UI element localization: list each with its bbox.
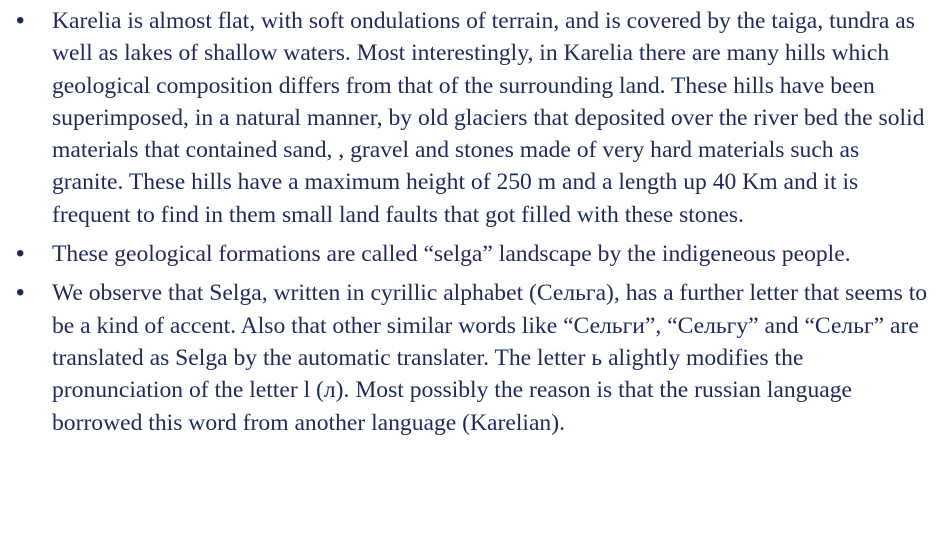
bullet-list [14, 5, 929, 439]
bullet-dot-icon: • [16, 7, 25, 34]
bullet-text: Karelia is almost flat, with soft ondulations of terrain, and is covered by the taiga, tundra as well as lakes of shallow waters. Most interestingly, in Karelia there are many hills which geological composition differs from that of the surrounding land. These hills have been superimposed, in a natural manner, by old glaciers that deposited over the river bed the solid materials that contained sand, , gravel and stones made of very hard materials such as granite. These hills have a maximum height of 250 m and a length up 40 Km and it is frequent to find in them small land faults that got filled with these stones. [52, 8, 925, 228]
bullet-text: We observe that Selga, written in cyrillic alphabet (Сельга), has a further letter that seems to be a kind of accent. Also that other similar words like “Сельги”, “Сельгу” and “Сельг” are translated as Selga by the automatic translater. The letter ь alightly modifies the pronunciation of the letter l (л). Most possibly the reason is that the russian language borrowed this word from another language (Karelian). [52, 280, 928, 436]
bullet-item-2 [14, 238, 929, 270]
bullet-dot-icon: • [16, 240, 25, 268]
bullet-item-1 [14, 5, 929, 231]
bullet-item-3 [14, 277, 929, 438]
bullet-text: These geological formations are called “selga” landscape by the indigeneous people. [52, 241, 851, 268]
bullet-dot-icon: • [16, 279, 25, 307]
